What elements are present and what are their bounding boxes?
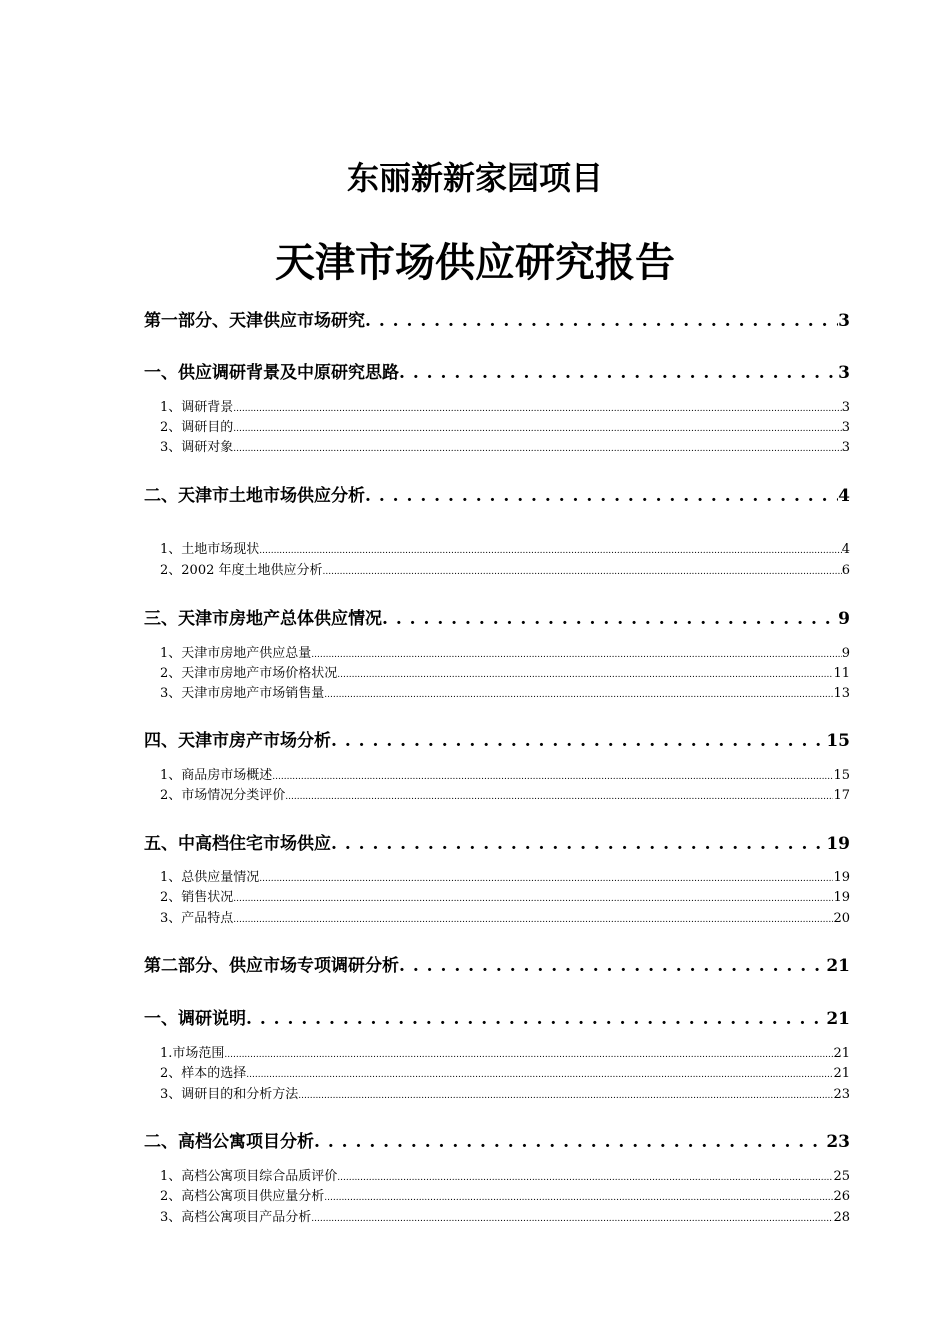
toc-entry-part-2[interactable]	[144, 954, 850, 978]
toc-entry-label: 第二部分、供应市场专项调研分析	[144, 956, 399, 976]
toc-page-number: 28	[833, 1210, 850, 1225]
toc-leader-dots	[337, 1167, 833, 1187]
toc-entry-section[interactable]	[144, 361, 850, 385]
toc-entry-subsection[interactable]	[144, 398, 850, 418]
document-title-line2: 天津市场供应研究报告	[275, 239, 675, 286]
toc-entry-label: 2、2002 年度土地供应分析	[160, 563, 323, 578]
toc-entry-label: 第一部分、天津供应市场研究	[144, 311, 365, 331]
toc-leader-dots	[365, 484, 838, 508]
toc-entry-label: 1、天津市房地产供应总量	[160, 646, 312, 661]
toc-leader-dots	[324, 1187, 833, 1207]
toc-page-number: 11	[833, 666, 850, 681]
toc-leader-dots	[337, 664, 833, 684]
toc-entry-subsection[interactable]	[144, 786, 850, 806]
toc-page-number: 21	[826, 1009, 850, 1029]
toc-entry-label: 3、高档公寓项目产品分析	[160, 1210, 312, 1225]
toc-page-number: 20	[833, 911, 850, 926]
toc-entry-subsection[interactable]	[144, 766, 850, 786]
toc-page-number: 15	[833, 768, 850, 783]
toc-leader-dots	[298, 1085, 833, 1105]
toc-entry-label: 1、总供应量情况	[160, 870, 260, 885]
toc-page-number: 25	[833, 1169, 850, 1184]
toc-entry-label: 1、商品房市场概述	[160, 768, 273, 783]
toc-entry-label: 3、调研对象	[160, 440, 234, 455]
toc-entry-subsection[interactable]	[144, 1208, 850, 1228]
toc-page-number: 21	[833, 1066, 850, 1081]
toc-entry-section[interactable]	[144, 1007, 850, 1031]
toc-leader-dots	[224, 1044, 833, 1064]
toc-leader-dots	[331, 729, 826, 753]
toc-entry-subsection[interactable]	[144, 1187, 850, 1207]
toc-entry-label: 2、天津市房地产市场价格状况	[160, 666, 338, 681]
toc-leader-dots	[233, 418, 841, 438]
toc-page-number: 9	[838, 609, 850, 629]
toc-entry-subsection[interactable]	[144, 1167, 850, 1187]
toc-page-number: 26	[833, 1189, 850, 1204]
toc-leader-dots	[311, 1208, 833, 1228]
toc-page-number: 15	[826, 731, 850, 751]
toc-entry-subsection[interactable]	[144, 561, 850, 581]
toc-page-number: 3	[838, 311, 850, 331]
toc-page-number: 19	[833, 890, 850, 905]
toc-page-number: 4	[838, 486, 850, 506]
toc-entry-subsection[interactable]	[144, 644, 850, 664]
toc-entry-label: 1、高档公寓项目综合品质评价	[160, 1169, 338, 1184]
document-title-line1: 东丽新新家园项目	[346, 159, 603, 197]
toc-page-number: 3	[838, 363, 850, 383]
toc-entry-label: 2、样本的选择	[160, 1066, 247, 1081]
toc-entry-section[interactable]	[144, 607, 850, 631]
toc-entry-label: 3、调研目的和分析方法	[160, 1087, 299, 1102]
toc-entry-label: 2、调研目的	[160, 420, 234, 435]
toc-entry-label: 一、供应调研背景及中原研究思路	[144, 363, 399, 383]
toc-entry-subsection[interactable]	[144, 684, 850, 704]
toc-entry-label: 四、天津市房产市场分析	[144, 731, 331, 751]
toc-page-number: 17	[833, 788, 850, 803]
toc-entry-label: 三、天津市房地产总体供应情况	[144, 609, 382, 629]
toc-entry-label: 1、土地市场现状	[160, 542, 260, 557]
toc-entry-part-1[interactable]	[144, 309, 850, 333]
toc-page-number: 23	[833, 1087, 850, 1102]
toc-entry-section[interactable]	[144, 832, 850, 856]
toc-leader-dots	[324, 684, 833, 704]
toc-entry-subsection[interactable]	[144, 868, 850, 888]
toc-entry-subsection[interactable]	[144, 888, 850, 908]
toc-leader-dots	[311, 644, 841, 664]
toc-page-number: 19	[833, 870, 850, 885]
toc-page-number: 6	[841, 563, 850, 578]
toc-entry-label: 二、高档公寓项目分析	[144, 1132, 314, 1152]
toc-entry-subsection[interactable]	[144, 540, 850, 560]
toc-leader-dots	[382, 607, 838, 631]
toc-entry-subsection[interactable]	[144, 664, 850, 684]
toc-entry-label: 2、市场情况分类评价	[160, 788, 286, 803]
toc-page-number: 3	[841, 420, 850, 435]
toc-entry-subsection[interactable]	[144, 1044, 850, 1064]
toc-page-number: 3	[841, 440, 850, 455]
toc-entry-subsection[interactable]	[144, 418, 850, 438]
toc-leader-dots	[323, 561, 842, 581]
toc-entry-label: 2、高档公寓项目供应量分析	[160, 1189, 325, 1204]
toc-leader-dots	[314, 1130, 826, 1154]
toc-page-number: 3	[841, 400, 850, 415]
toc-page-number: 21	[833, 1046, 850, 1061]
toc-page-number: 9	[841, 646, 850, 661]
toc-leader-dots	[272, 766, 833, 786]
toc-page-number: 23	[826, 1132, 850, 1152]
toc-entry-subsection[interactable]	[144, 1085, 850, 1105]
toc-leader-dots	[399, 954, 826, 978]
toc-leader-dots	[365, 309, 838, 333]
toc-entry-label: 五、中高档住宅市场供应	[144, 834, 331, 854]
toc-leader-dots	[399, 361, 838, 385]
toc-page-number: 13	[833, 686, 850, 701]
toc-entry-section[interactable]	[144, 1130, 850, 1154]
toc-entry-subsection[interactable]	[144, 909, 850, 929]
toc-entry-label: 二、天津市土地市场供应分析	[144, 486, 365, 506]
toc-leader-dots	[246, 1064, 833, 1084]
toc-entry-label: 1、调研背景	[160, 400, 234, 415]
toc-entry-label: 3、天津市房地产市场销售量	[160, 686, 325, 701]
toc-entry-label: 一、调研说明	[144, 1009, 246, 1029]
toc-leader-dots	[331, 832, 826, 856]
toc-leader-dots	[259, 540, 841, 560]
toc-leader-dots	[233, 398, 841, 418]
toc-entry-label: 2、销售状况	[160, 890, 234, 905]
toc-page-number: 19	[826, 834, 850, 854]
toc-entry-section[interactable]	[144, 729, 850, 753]
toc-entry-subsection[interactable]	[144, 438, 850, 458]
toc-leader-dots	[259, 868, 833, 888]
toc-leader-dots	[233, 438, 841, 458]
toc-leader-dots	[246, 1007, 826, 1031]
toc-page-number: 4	[841, 542, 850, 557]
toc-entry-label: 1.市场范围	[160, 1046, 225, 1061]
toc-leader-dots	[233, 888, 833, 908]
toc-page-number: 21	[826, 956, 850, 976]
toc-entry-subsection[interactable]	[144, 1064, 850, 1084]
toc-leader-dots	[285, 786, 833, 806]
toc-leader-dots	[233, 909, 833, 929]
toc-entry-label: 3、产品特点	[160, 911, 234, 926]
toc-entry-section[interactable]	[144, 484, 850, 508]
